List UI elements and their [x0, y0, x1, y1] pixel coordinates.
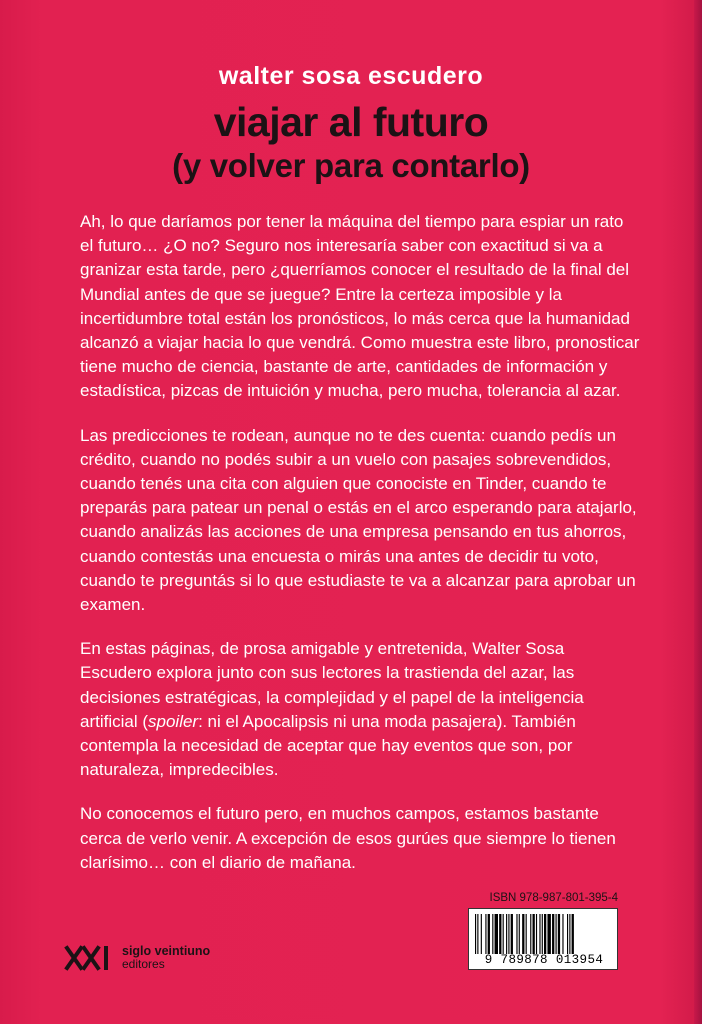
- barcode-area: [468, 892, 618, 976]
- blurb-paragraph-4: No conocemos el futuro pero, en muchos campos, estamos bastante cerca de verlo venir. A excepción de esos gurúes que siempre lo tienen clarísimo… con el diario de mañana.: [80, 804, 616, 872]
- publisher-block: [64, 944, 210, 971]
- spoiler-italic: spoiler: [148, 711, 199, 731]
- isbn-label: ISBN 978-987-801-395-4: [489, 892, 618, 904]
- publisher-logo-icon: [64, 945, 114, 971]
- author-name: walter sosa escudero: [218, 62, 484, 90]
- barcode: [468, 908, 618, 970]
- barcode-digits: 9 789878 013954: [484, 953, 604, 967]
- book-title: viajar al futuro: [213, 99, 489, 145]
- blurb: [80, 210, 640, 895]
- blurb-paragraph-1: Ah, lo que daríamos por tener la máquina del tiempo para espiar un rato el futuro… ¿O no? Seguro nos interesaría saber con exactitud si va a granizar esta tarde, pero ¿querríamos conocer el resultado de la final del Mundial antes de que se juegue? Entre la certeza imposible y la incertidumbre total están los pronósticos, lo más cerca que la humanidad alcanzó a viajar hacia lo que vendrá. Como muestra este libro, pronosticar tiene mucho de ciencia, bastante de arte, cantidades de información y estadística, pizcas de intuición y mucha, pero mucha, tolerancia al azar.: [80, 212, 640, 401]
- publisher-text: [122, 944, 210, 971]
- publisher-name: siglo veintiuno: [122, 944, 211, 958]
- blurb-paragraph-2: Las predicciones te rodean, aunque no te des cuenta: cuando pedís un crédito, cuando no podés subir a un vuelo con pasajes sobrevendidos, cuando tenés una cita con alguien que conociste en Tinder, cuando te preparás para patear un penal o estás en el arco esperando para atajarlo, cuando analizás las acciones de una empresa pensando en tus ahorros, cuando contestás una encuesta o mirás una antes de decidir tu voto, cuando te preguntás si lo que estudiaste te va a alcanzar para aprobar un examen.: [80, 425, 637, 615]
- blurb-paragraph-3: [80, 637, 640, 782]
- publisher-sub: editores: [122, 957, 165, 971]
- blurb-paragraph-3-start: En estas páginas, de prosa amigable y entretenida, Walter Sosa Escudero explora junto con sus lectores la trastienda del azar, las decisiones estratégicas, la complejidad y el papel de la inteligencia artificial (: [80, 639, 584, 731]
- book-subtitle: (y volver para contarlo): [172, 147, 530, 184]
- blurb-paragraph-3-end: : ni el Apocalipsis ni una moda pasajera). También contempla la necesidad de aceptar que hay eventos que son, por naturaleza, impredecibles.: [80, 711, 576, 780]
- barcode-bars: [475, 914, 613, 954]
